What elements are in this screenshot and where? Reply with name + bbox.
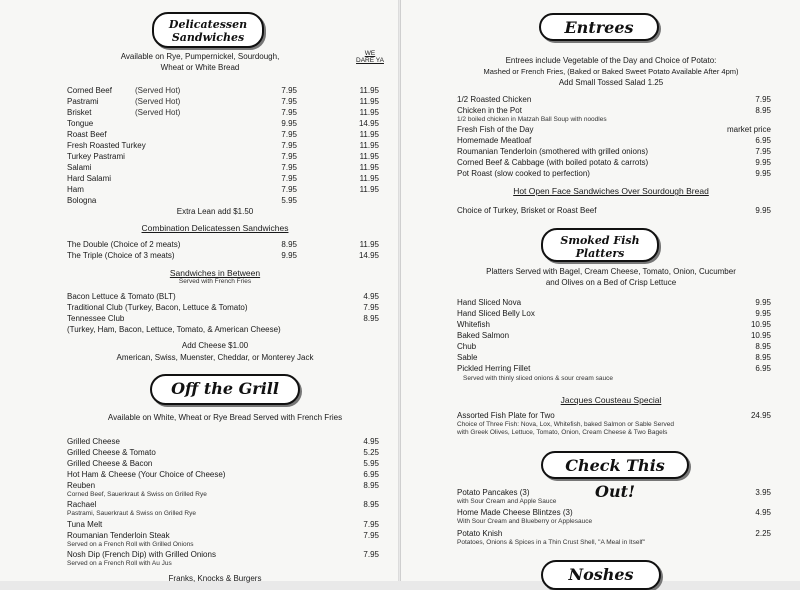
deli-intro-line1: Available on Rye, Pumpernickel, Sourdough, [120,52,280,61]
entrees-intro-line1: Entrees include Vegetable of the Day and Choice of Potato: [505,56,717,65]
deli-intro-line2: Wheat or White Bread [160,63,240,72]
grill-title: Off the Grill [171,379,279,398]
noshes-title: Noshes [568,565,634,584]
check-banner [541,451,689,501]
grill-intro: Available on White, Wheat or Rye Bread Served with French Fries [107,413,343,422]
deli-banner [152,12,264,48]
hot-open-face-title: Hot Open Face Sandwiches Over Sourdough Bread [513,186,709,196]
smoked-fish-title: Smoked Fish Platters [560,234,640,260]
chicken-pot-desc: 1/2 boiled chicken in Matzah Ball Soup with noodles [457,116,607,123]
tennessee-desc: (Turkey, Ham, Bacon, Lettuce, Tomato, & American Cheese) [67,325,281,334]
check-item-desc: Potatoes, Onions & Spices in a Thin Crust Shell, "A Meal in Itself" [457,539,646,546]
entrees-banner [539,13,659,41]
entrees-title: Entrees [564,18,634,37]
herring-desc: Served with thinly sliced onions & sour cream sauce [463,375,613,382]
check-title: Check This Out! [565,456,665,501]
special-title: Jacques Cousteau Special [560,395,662,405]
smoked-fish-banner [541,228,659,262]
fish-intro-line1: Platters Served with Bagel, Cream Cheese, Tomato, Onion, Cucumber [486,267,736,276]
entrees-intro-line3: Add Small Tossed Salad 1.25 [558,78,664,87]
we-dare-ya-label: WE DARE YA [356,50,384,64]
cheese-options: American, Swiss, Muenster, Cheddar, or Monterey Jack [116,353,314,362]
grill-banner [150,374,300,405]
grill-item-desc: Served on a French Roll with Au Jus [67,560,172,567]
entrees-intro-line2: Mashed or French Fries, (Baked or Baked Sweet Potato Available After 4pm) [483,67,739,76]
right-page: Entrees Entrees include Vegetable of the Day and Choice of Potato: Mashed or French Fries, (Baked or Baked Sweet Potato Available After 4pm) Add Small Tossed Salad 1.25 1/2 Roasted Chicken 7.95 Chicken in the Pot 8.95 1/2 boiled chicken in Matzah Ball Soup with noodles Fresh Fish of the Day market price Homemade Meatloaf 6.95 Roumanian Tenderloin (smothered with grilled onions) 7.95 Corned Beef & Cabbage (with boiled potato & carrots) 9.95 Pot Roast (slow cooked to perfection) 9.95 Hot Open Face Sandwiches Over Sourdough Bread Choice of Turkey, Brisket or Roast Beef 9.95 Smoked Fish Platters Platters Served with Bagel, Cream Cheese, Tomato, Onion, Cucumber and Olives on a Bed of Crisp Lettuce Hand Sliced Nova 9.95 Hand Sliced Belly Lox 9.95 Whitefish 10.95 Baked Salmon 10.95 Chub 8.95 Sable 8.95 Pickled Herring Fillet 6.95 Served with thinly sliced onions & sour cream sauce Jacques Cousteau Special Assorted Fish Plate for Two 24.95 Choice of Three Fish: Nova, Lox, Whitefish, baked Salmon or Sable Served with Greek Olives, Lettuce, Tomato, Onion, Cream Cheese & Two Bagels Check This Out! Potato Pancakes (3) 3.95 with Sour Cream and Apple Sauce Home Made Cheese Blintzes (3) 4.95 With Sour Cream and Blueberry or Applesauce Potato Knish 2.25 Potatoes, Onions & Spices in a Thin Crust Shell, "A Meal in Itself" Noshes [400,0,800,581]
special-desc-line1: Choice of Three Fish: Nova, Lox, Whitefish, baked Salmon or Sable Served [457,421,675,428]
grill-item-desc: Pastrami, Sauerkraut & Swiss on Grilled Rye [67,510,196,517]
extra-lean-note: Extra Lean add $1.50 [176,207,254,216]
grill-item-desc: Served on a French Roll with Grilled Onions [67,541,194,548]
add-cheese: Add Cheese $1.00 [181,341,249,350]
grill-footer-section: Franks, Knocks & Burgers [168,574,262,583]
check-item-desc: with Sour Cream and Apple Sauce [457,498,557,505]
noshes-banner [541,560,661,590]
between-sub: Served with French Fries [178,278,252,285]
between-title: Sandwiches in Between [169,268,261,278]
fish-intro-line2: and Olives on a Bed of Crisp Lettuce [545,278,677,287]
check-item-desc: With Sour Cream and Blueberry or Applesauce [457,518,593,525]
special-desc-line2: with Greek Olives, Lettuce, Tomato, Onion, Cream Cheese & Two Bagels [457,429,668,436]
combo-title: Combination Delicatessen Sandwiches [141,223,289,233]
left-page: Delicatessen Sandwiches Available on Rye, Pumpernickel, Sourdough, Wheat or White Bread WE DARE YA Corned Beef (Served Hot) 7.95 11.95 Pastrami (Served Hot) 7.95 11.95 Brisket (Served Hot) 7.95 11.95 Tongue 9.95 14.95 Roast Beef 7.95 11.95 Fresh Roasted Turkey 7.95 11.95 Turkey Pastrami 7.95 11.95 Salami 7.95 11.95 Hard Salami 7.95 11.95 Ham 7.95 11.95 Bologna 5.95 Extra Lean add $1.50 Combination Delicatessen Sandwiches The Double (Choice of 2 meats) 8.95 11.95 The Triple (Choice of 3 meats) 9.95 14.95 Sandwiches in Between Served with French Fries Bacon Lettuce & Tomato (BLT) 4.95 Traditional Club (Turkey, Bacon, Lettuce & Tomato) 7.95 Tennessee Club 8.95 (Turkey, Ham, Bacon, Lettuce, Tomato, & American Cheese) Add Cheese $1.00 American, Swiss, Muenster, Cheddar, or Monterey Jack Off the Grill Available on White, Wheat or Rye Bread Served with French Fries Grilled Cheese 4.95 Grilled Cheese & Tomato 5.25 Grilled Cheese & Bacon 5.95 Hot Ham & Cheese (Your Choice of Cheese) 6.95 Reuben 8.95 Corned Beef, Sauerkraut & Swiss on Grilled Rye Rachael 8.95 Pastrami, Sauerkraut & Swiss on Grilled Rye Tuna Melt 7.95 Roumanian Tenderloin Steak 7.95 Served on a French Roll with Grilled Onions Nosh Dip (French Dip) with Grilled Onions 7.95 Served on a French Roll with Au Jus Franks, Knocks & Burgers [0,0,400,581]
deli-title: Delicatessen Sandwiches [168,18,248,44]
grill-item-desc: Corned Beef, Sauerkraut & Swiss on Grilled Rye [67,491,207,498]
